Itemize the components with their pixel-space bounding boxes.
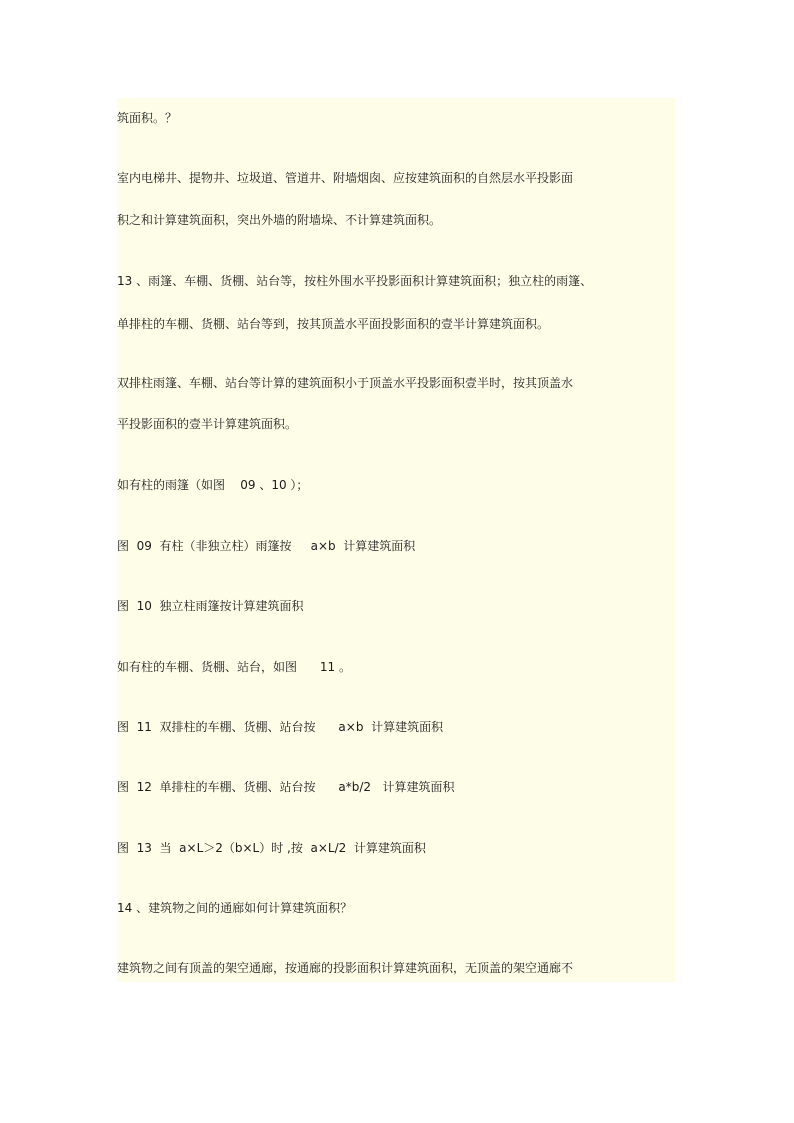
- text-line: 单排柱的车棚、货棚、站台等到，按其顶盖水平面投影面积的壹半计算建筑面积。: [117, 317, 550, 331]
- figure-caption: 图 10 独立柱雨篷按计算建筑面积: [117, 599, 304, 613]
- text-line: 室内电梯井、提物井、垃圾道、管道井、附墙烟囱、应按建筑面积的自然层水平投影面: [117, 171, 574, 185]
- section-heading: 14 、建筑物之间的通廊如何计算建筑面积？: [117, 901, 353, 915]
- text-line: 建筑物之间有顶盖的架空通廊，按通廊的投影面积计算建筑面积，无顶盖的架空通廊不: [117, 961, 574, 975]
- text-line: 13 、雨篷、车棚、货棚、站台等，按柱外围水平投影面积计算建筑面积；独立柱的雨篷、: [117, 274, 593, 288]
- text-line: 平投影面积的壹半计算建筑面积。: [117, 417, 298, 431]
- figure-caption: 图 11 双排柱的车棚、货棚、站台按 a×b 计算建筑面积: [117, 720, 444, 734]
- text-line: 如有柱的雨篷（如图 09 、10 ）；: [117, 478, 309, 492]
- text-line: 如有柱的车棚、货棚、站台，如图 11 。: [117, 660, 351, 674]
- figure-caption: 图 09 有柱（非独立柱）雨篷按 a×b 计算建筑面积: [117, 539, 416, 553]
- text-line: 双排柱雨篷、车棚、站台等计算的建筑面积小于顶盖水平投影面积壹半时，按其顶盖水: [117, 376, 574, 390]
- text-line: 积之和计算建筑面积，突出外墙的附墙垛、不计算建筑面积。: [117, 213, 442, 227]
- text-line: 筑面积。？: [117, 111, 178, 125]
- document-page: [117, 98, 675, 982]
- figure-caption: 图 12 单排柱的车棚、货棚、站台按 a*b/2 计算建筑面积: [117, 780, 455, 794]
- figure-caption: 图 13 当 a×L＞2（b×L）时 ,按 a×L/2 计算建筑面积: [117, 841, 426, 855]
